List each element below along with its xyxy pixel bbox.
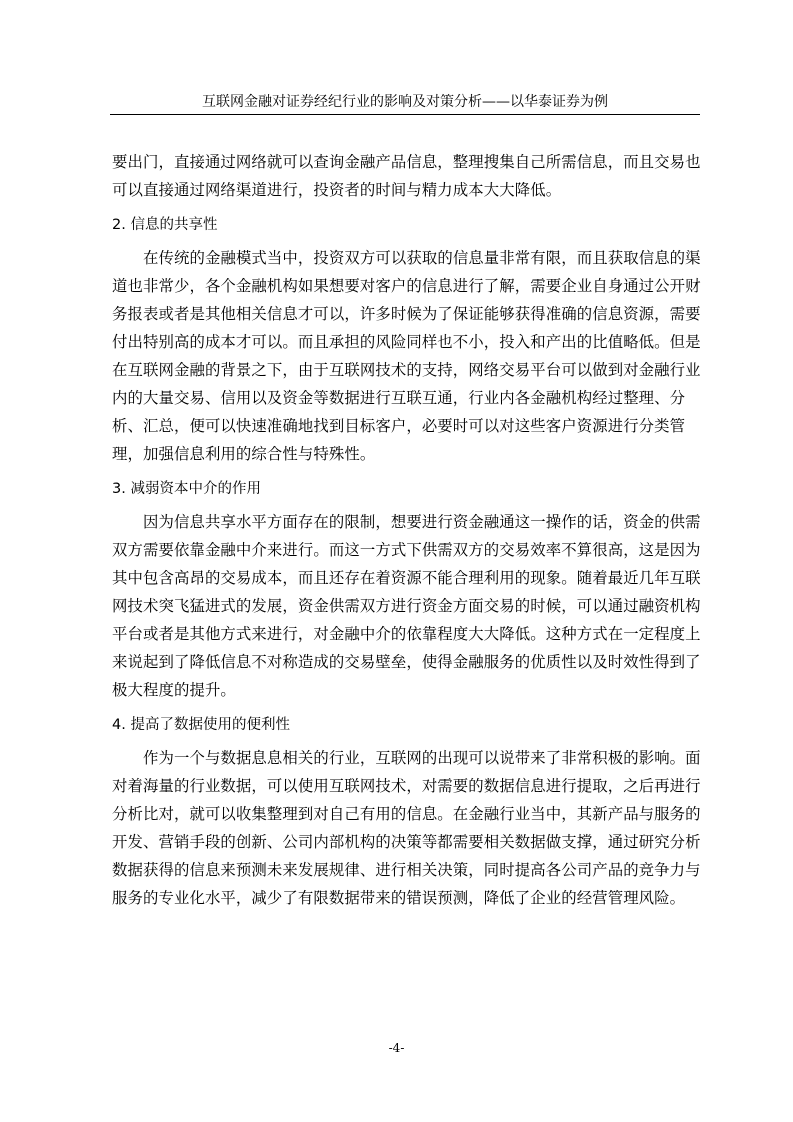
intro-paragraph: 要出门，直接通过网络就可以查询金融产品信息，整理搜集自己所需信息，而且交易也可以直接通过网络渠道进行，投资者的时间与精力成本大大降低。: [112, 153, 701, 199]
section-paragraph-data-convenience: 作为一个与数据息息相关的行业，互联网的出现可以说带来了非常积极的影响。面对着海量的行业数据，可以使用互联网技术，对需要的数据信息进行提取，之后再进行分析比对，就可以收集整理到对自己有用的信息。在金融行业当中，其新产品与服务的开发、营销手段的创新、公司内部机构的决策等都需要相关数据做支撑，通过研究分析数据获得的信息来预测未来发展规律、进行相关决策，同时提高各公司产品的竞争力与服务的专业化水平，减少了有限数据带来的错误预测，降低了企业的经营管理风险。: [112, 749, 701, 907]
section-paragraph-capital-intermediary: 因为信息共享水平方面存在的限制，想要进行资金融通这一操作的话，资金的供需双方需要依靠金融中介来进行。而这一方式下供需双方的交易效率不算很高，这是因为其中包含高昂的交易成本，而且还存在着资源不能合理利用的现象。随着最近几年互联网技术突飞猛进式的发展，资金供需双方进行资金方面交易的时候，可以通过融资机构平台或者是其他方式来进行，对金融中介的依靠程度大大降低。这种方式在一定程度上来说起到了降低信息不对称造成的交易壁垒，使得金融服务的优质性以及时效性得到了极大程度的提升。: [112, 513, 701, 699]
running-header: 互联网金融对证券经纪行业的影响及对策分析——以华泰证券为例: [202, 94, 608, 110]
page-number: -4-: [388, 1041, 405, 1055]
header-rule: [110, 114, 700, 115]
section-heading-capital-intermediary: 3. 减弱资本中介的作用: [112, 481, 261, 497]
section-heading-data-convenience: 4. 提高了数据使用的便利性: [112, 717, 290, 733]
section-paragraph-info-sharing: 在传统的金融模式当中，投资双方可以获取的信息量非常有限，而且获取信息的渠道也非常少，各个金融机构如果想要对客户的信息进行了解，需要企业自身通过公开财务报表或者是其他相关信息才可以，许多时候为了保证能够获得准确的信息资源，需要付出特别高的成本才可以。而且承担的风险同样也不小，投入和产出的比值略低。但是在互联网金融的背景之下，由于互联网技术的支持，网络交易平台可以做到对金融行业内的大量交易、信用以及资金等数据进行互联互通，行业内各金融机构经过整理、分析、汇总，便可以快速准确地找到目标客户，必要时可以对这些客户资源进行分类管理，加强信息利用的综合性与特殊性。: [112, 249, 701, 463]
section-heading-info-sharing: 2. 信息的共享性: [112, 217, 218, 233]
page-body: [112, 148, 704, 912]
